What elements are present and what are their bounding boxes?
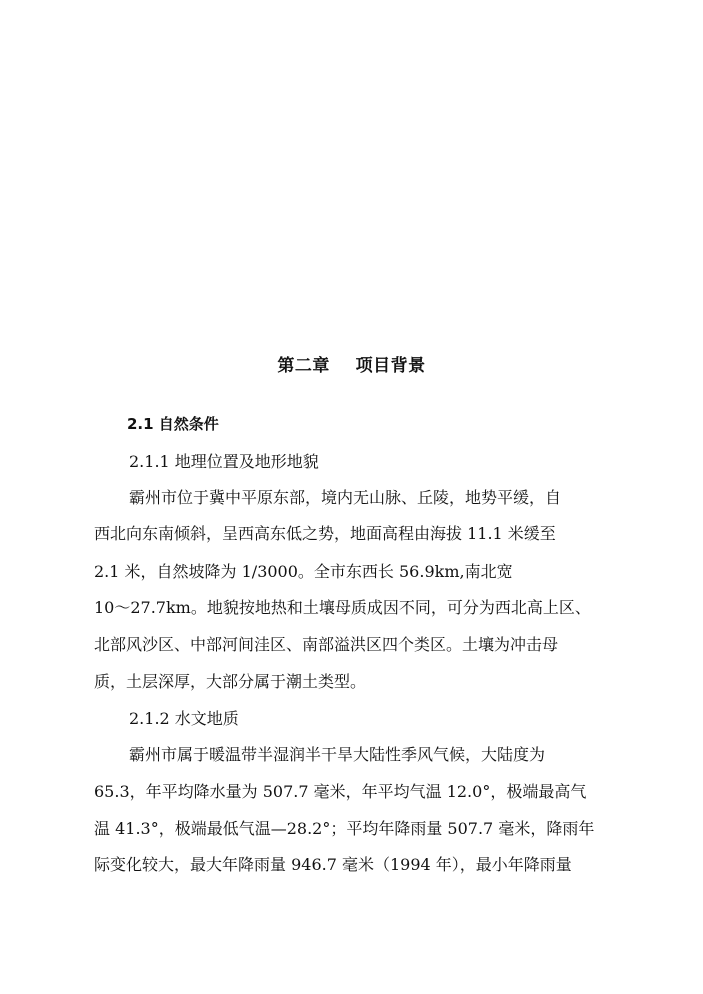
paragraph-line: 温 41.3°，极端最低气温—28.2°；平均年降雨量 507.7 毫米，降雨年 [94, 819, 595, 838]
chapter-title: 第二章 项目背景 [277, 356, 426, 376]
paragraph-line: 质，土层深厚，大部分属于潮土类型。 [94, 672, 367, 691]
subsection-heading-hydrology: 2.1.2 水文地质 [129, 709, 239, 728]
paragraph-line: 霸州市位于冀中平原东部，境内无山脉、丘陵，地势平缓，自 [129, 488, 562, 507]
section-heading: 2.1 自然条件 [127, 415, 219, 433]
paragraph-line: 际变化较大，最大年降雨量 946.7 毫米（1994 年），最小年降雨量 [94, 855, 572, 874]
paragraph-line: 北部风沙区、中部河间洼区、南部溢洪区四个类区。土壤为冲击母 [94, 635, 559, 654]
paragraph-line: 65.3，年平均降水量为 507.7 毫米，年平均气温 12.0°，极端最高气 [94, 782, 587, 801]
paragraph-line: 10～27.7km。地貌按地热和土壤母质成因不同，可分为西北高上区、 [94, 598, 591, 617]
subsection-heading-geography: 2.1.1 地理位置及地形地貌 [129, 452, 319, 471]
paragraph-line: 西北向东南倾斜，呈西高东低之势，地面高程由海拔 11.1 米缓至 [94, 524, 556, 543]
paragraph-line: 2.1 米，自然坡降为 1/3000。全市东西长 56.9km,南北宽 [94, 562, 513, 581]
paragraph-line: 霸州市属于暖温带半湿润半干旱大陆性季风气候，大陆度为 [129, 745, 546, 764]
